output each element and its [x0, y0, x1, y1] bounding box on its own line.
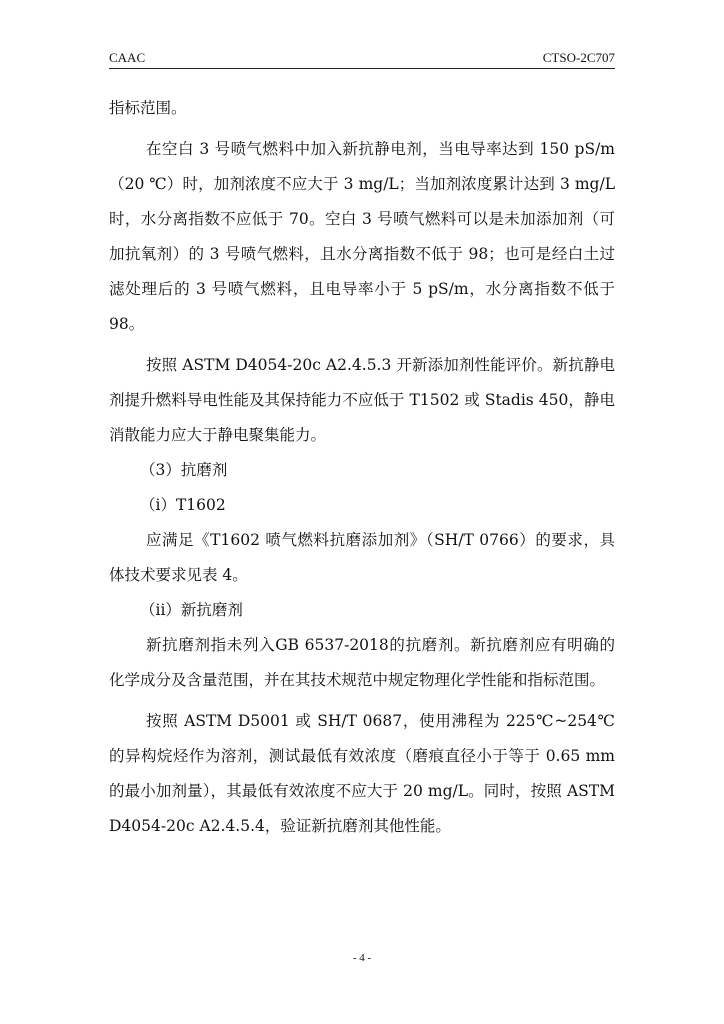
subsection-heading-t1602: （i）T1602	[140, 496, 226, 514]
header-right-text: CTSO-2C707	[542, 50, 615, 65]
document-body	[109, 91, 615, 844]
paragraph-new-antiwear-definition: 新抗磨剂指未列入GB 6537-2018的抗磨剂。新抗磨剂应有明确的化学成分及含量范围，并在其技术规范中规定物理化学性能和指标范围。	[109, 636, 615, 689]
paragraph-new-antiwear-testing: 按照 ASTM D5001 或 SH/T 0687，使用沸程为 225℃~254℃的异构烷烃作为溶剂，测试最低有效浓度（磨痕直径小于等于 0.65 mm 的最小加剂量），其最低有效浓度不应大于 20 mg/L。同时，按照 ASTM D4054-20c A2.4.5.4，验证新抗磨剂其他性能。	[109, 712, 615, 835]
paragraph-antistatic-requirements: 在空白 3 号喷气燃料中加入新抗静电剂，当电导率达到 150 pS/m（20 ℃）时，加剂浓度不应大于 3 mg/L；当加剂浓度累计达到 3 mg/L 时，水分离指数不应低于 70。空白 3 号喷气燃料可以是未加添加剂（可加抗氧剂）的 3 号喷气燃料，且水分离指数不低于 98；也可是经白土过滤处理后的 3 号喷气燃料，且电导率小于 5 pS/m，水分离指数不低于 98。	[109, 140, 615, 333]
paragraph-antistatic-evaluation: 按照 ASTM D4054-20c A2.4.5.3 开新添加剂性能评价。新抗静电剂提升燃料导电性能及其保持能力不应低于 T1502 或 Stadis 450，静电消散能力应大于静电聚集能力。	[109, 356, 615, 444]
paragraph-continuation: 指标范围。	[109, 99, 187, 117]
paragraph-t1602-requirements: 应满足《T1602 喷气燃料抗磨添加剂》（SH/T 0766）的要求，具体技术要求见表 4。	[109, 531, 615, 584]
page-header	[109, 50, 615, 69]
header-left-text: CAAC	[109, 50, 146, 65]
subsection-heading-new-antiwear: （ii）新抗磨剂	[140, 601, 243, 619]
section-heading-antiwear: （3）抗磨剂	[140, 461, 228, 479]
page-number: - 4 -	[352, 952, 372, 964]
